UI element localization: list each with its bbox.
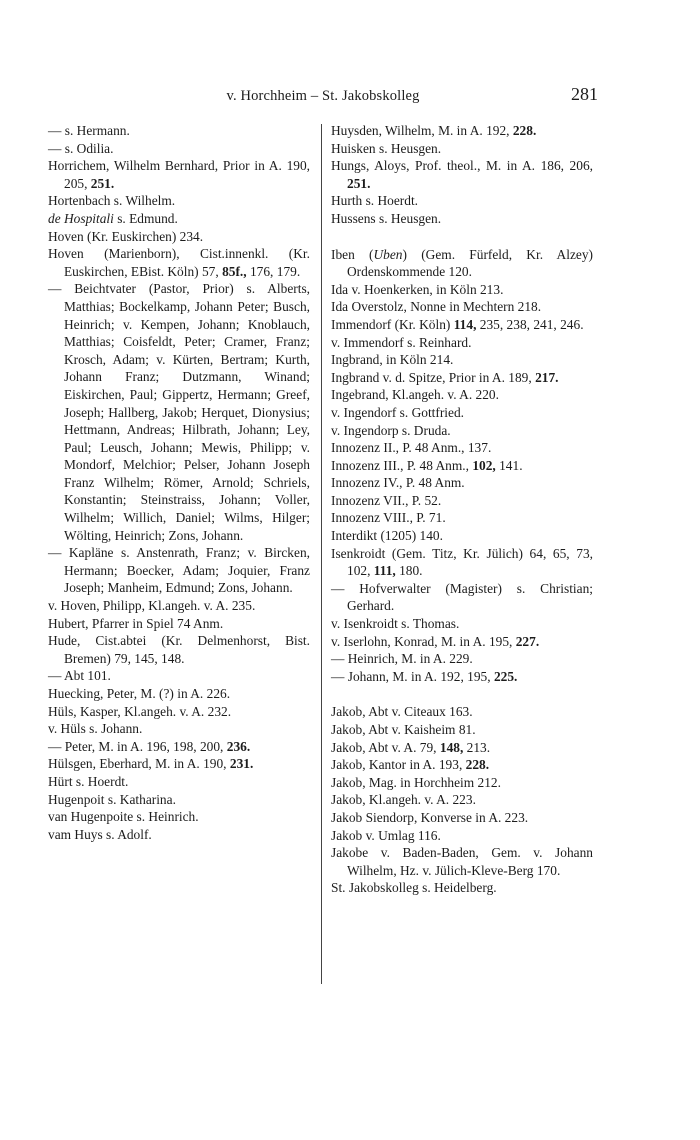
bold-page-ref: 114, [453, 316, 477, 332]
index-entry [48, 773, 310, 791]
index-entry [48, 140, 310, 158]
entry-text: — s. Odilia. [48, 140, 114, 156]
index-column-right [331, 122, 593, 897]
entry-text: Hoven (Kr. Euskirchen) 234. [48, 228, 204, 244]
entry-text: Hubert, Pfarrer in Spiel 74 Anm. [48, 615, 224, 631]
entry-text: — Hofverwalter (Magister) s. Christian; Gerhard. [331, 580, 593, 614]
entry-text: v. Ingendorf s. Gottfried. [331, 404, 465, 420]
bold-page-ref: 102, [472, 457, 496, 473]
index-entry [331, 192, 593, 210]
bold-page-ref: 227. [515, 633, 540, 649]
entry-text: — Beichtvater (Pastor, Prior) s. Alberts, Matthias; Bockelkamp, Johann Peter; Busch, Heinrich; v. Kempen, Johann; Knoblauch, Matthias; Coisfeldt, Peter; Cramer, Franz; Krosch, Adam; v. Kürten, Bertram; Kurth, Johann Franz; Dutzmann, Winand; Eiskirchen, Paul; Gippertz, Hermann; Greef, Joseph; Hallberg, Jakob; Herquet, Dionysius; Hettmann, Andreas; Hilbrath, Johann; Ley, Paul; Leusch, Johann; Mewis, Philipp; v. Mondorf, Melchior; Pelser, Johann Joseph Franz Wilhelm; Römer, Arnold; Schriels, Konstantin; Steinstraiss, Johann; Voller, Wilhelm; Willich, Daniel; Wilms, Hilger; Wölting, Heinrich; Zons, Johann. [48, 281, 310, 543]
index-entry [331, 809, 593, 827]
index-entry [48, 122, 310, 140]
index-entry [331, 334, 593, 352]
entry-text: 141. [495, 457, 523, 473]
entry-text: 213. [463, 739, 491, 755]
index-entry [48, 632, 310, 667]
index-entry [331, 756, 593, 774]
index-entry [48, 245, 310, 280]
index-entry [331, 633, 593, 651]
bold-page-ref: 228. [465, 757, 490, 773]
index-entry [48, 755, 310, 773]
entry-text: Jakob, Abt v. Citeaux 163. [331, 704, 473, 720]
entry-text: Innozenz II., P. 48 Anm., 137. [331, 440, 492, 456]
entry-text: Ida Overstolz, Nonne in Mechtern 218. [331, 299, 542, 315]
bold-page-ref: 111, [373, 563, 396, 579]
bold-page-ref: 228. [512, 123, 537, 138]
bold-page-ref: 236. [226, 738, 251, 754]
entry-text: Innozenz III., P. 48 Anm., [331, 457, 473, 473]
index-entry [331, 650, 593, 668]
entry-text: — Johann, M. in A. 192, 195, [331, 668, 494, 684]
section-gap [331, 228, 593, 246]
index-entry [48, 157, 310, 192]
entry-text: Jakob, Abt v. Kaisheim 81. [331, 722, 476, 737]
index-entry [331, 140, 593, 158]
index-entry [48, 720, 310, 738]
index-entry [331, 122, 593, 140]
entry-text: — Abt 101. [48, 668, 111, 684]
index-entry [331, 703, 593, 721]
entry-text: Isenkroidt (Gem. Titz, Kr. Jülich) 64, 65, 73, 102, [331, 545, 593, 579]
entry-text: 180. [395, 563, 423, 579]
index-entry [331, 457, 593, 475]
index-entry [331, 316, 593, 334]
entry-text: Hülsgen, Eberhard, M. in A. 190, [48, 756, 230, 772]
index-entry [331, 492, 593, 510]
entry-text: 176, 179. [246, 263, 301, 279]
entry-text: Innozenz IV., P. 48 Anm. [331, 475, 465, 491]
entry-text: 235, 238, 241, 246. [476, 316, 584, 332]
entry-text: Hürt s. Hoerdt. [48, 773, 129, 789]
entry-text: Immendorf (Kr. Köln) [331, 316, 454, 332]
index-entry [331, 157, 593, 192]
entry-text: s. Edmund. [113, 210, 178, 226]
entry-text: Huecking, Peter, M. (?) in A. 226. [48, 686, 231, 701]
index-entry [331, 527, 593, 545]
index-entry [48, 791, 310, 809]
index-entry [331, 298, 593, 316]
section-gap [331, 685, 593, 703]
bold-page-ref: 148, [439, 739, 464, 755]
index-entry [48, 615, 310, 633]
index-entry [331, 509, 593, 527]
entry-text: Ingbrand v. d. Spitze, Prior in A. 189, [331, 369, 536, 385]
index-entry [331, 739, 593, 757]
index-entry [331, 721, 593, 739]
index-entry [331, 615, 593, 633]
entry-text: v. Immendorf s. Reinhard. [331, 334, 472, 350]
index-entry [331, 369, 593, 387]
entry-text: Jakob, Mag. in Horchheim 212. [331, 774, 501, 790]
italic-text: Uben [373, 246, 403, 262]
italic-text: de Hospitali [48, 210, 114, 226]
entry-text: van Hugenpoite s. Heinrich. [48, 809, 199, 825]
entry-text: Innozenz VII., P. 52. [331, 492, 442, 508]
index-entry [331, 879, 593, 897]
index-entry [48, 210, 310, 228]
entry-text: Innozenz VIII., P. 71. [331, 510, 446, 526]
entry-text: Hussens s. Heusgen. [331, 210, 442, 226]
index-entry [331, 827, 593, 845]
index-entry [331, 210, 593, 228]
index-entry [331, 774, 593, 792]
entry-text: Jakobe v. Baden-Baden, Gem. v. Johann Wilhelm, Hz. v. Jülich-Kleve-Berg 170. [331, 845, 593, 878]
entry-text: Jakob, Abt v. A. 79, [331, 739, 440, 755]
index-entry [331, 791, 593, 809]
page-number: 281 [571, 84, 598, 104]
entry-text: vam Huys s. Adolf. [48, 826, 152, 842]
index-entry [331, 246, 593, 281]
index-entry [48, 192, 310, 210]
entry-text: v. Iserlohn, Konrad, M. in A. 195, [331, 633, 516, 649]
entry-text: — s. Hermann. [48, 123, 130, 138]
entry-text: — Peter, M. in A. 196, 198, 200, [48, 738, 227, 754]
entry-text: — Heinrich, M. in A. 229. [331, 651, 473, 667]
entry-text: Hurth s. Hoerdt. [331, 193, 419, 209]
index-entry [331, 439, 593, 457]
bold-page-ref: 85f., [222, 263, 247, 279]
column-divider [321, 124, 322, 984]
entry-text: ) (Gem. Fürfeld, Kr. Alzey) Ordenskommende 120. [347, 246, 593, 280]
bold-page-ref: 231. [229, 756, 254, 772]
index-entry [331, 474, 593, 492]
entry-text: Ingbrand, in Köln 214. [331, 352, 454, 368]
bold-page-ref: 225. [493, 668, 518, 684]
index-entry [331, 422, 593, 440]
entry-text: v. Hüls s. Johann. [48, 721, 143, 737]
entry-text: Hugenpoit s. Katharina. [48, 791, 176, 807]
index-entry [48, 544, 310, 597]
index-entry [331, 351, 593, 369]
index-entry [331, 386, 593, 404]
entry-text: v. Hoven, Philipp, Kl.angeh. v. A. 235. [48, 598, 256, 614]
entry-text: v. Ingendorp s. Druda. [331, 422, 451, 438]
running-header [48, 84, 598, 108]
entry-text: Jakob, Kantor in A. 193, [331, 757, 466, 773]
index-entry [331, 668, 593, 686]
entry-text: Ida v. Hoenkerken, in Köln 213. [331, 281, 504, 297]
index-entry [331, 545, 593, 580]
index-entry [48, 826, 310, 844]
entry-text: Jakob Siendorp, Konverse in A. 223. [331, 809, 529, 825]
entry-text: v. Isenkroidt s. Thomas. [331, 616, 460, 632]
entry-text: Interdikt (1205) 140. [331, 528, 443, 544]
index-entry [48, 667, 310, 685]
entry-text: Hungs, Aloys, Prof. theol., M. in A. 186, 206, [331, 158, 593, 174]
index-column-left [48, 122, 310, 843]
bold-page-ref: 217. [535, 369, 559, 385]
index-entry [331, 844, 593, 879]
entry-text: St. Jakobskolleg s. Heidelberg. [331, 880, 497, 896]
entry-text: Ingebrand, Kl.angeh. v. A. 220. [331, 387, 499, 403]
index-entry [48, 228, 310, 246]
entry-text: Huisken s. Heusgen. [331, 140, 442, 156]
index-entry [331, 404, 593, 422]
index-entry [48, 597, 310, 615]
index-entry [331, 580, 593, 615]
entry-text: Hortenbach s. Wilhelm. [48, 193, 176, 209]
entry-text: Jakob v. Umlag 116. [331, 827, 441, 843]
entry-text: Hude, Cist.abtei (Kr. Delmenhorst, Bist. Bremen) 79, 145, 148. [48, 633, 310, 666]
index-entry [48, 280, 310, 544]
running-title: v. Horchheim – St. Jakobskolleg [226, 88, 420, 104]
entry-text: Hüls, Kasper, Kl.angeh. v. A. 232. [48, 703, 232, 719]
entry-text: Hoven (Marienborn), Cist.innenkl. (Kr. Euskirchen, EBist. Köln) 57, [48, 246, 310, 279]
index-entry [48, 808, 310, 826]
entry-text: Jakob, Kl.angeh. v. A. 223. [331, 792, 476, 808]
index-entry [48, 738, 310, 756]
index-entry [48, 685, 310, 703]
index-entry [48, 703, 310, 721]
entry-text: — Kapläne s. Anstenrath, Franz; v. Bircken, Hermann; Boecker, Adam; Joquier, Franz Joseph; Manheim, Edmund; Zons, Johann. [48, 545, 310, 596]
bold-page-ref: 251. [90, 175, 115, 191]
bold-page-ref: 251. [347, 175, 371, 191]
entry-text: Horrichem, Wilhelm Bernhard, Prior in A. 190, 205, [48, 158, 310, 191]
index-entry [331, 281, 593, 299]
entry-text: Iben ( [331, 246, 374, 262]
entry-text: Huysden, Wilhelm, M. in A. 192, [331, 123, 513, 138]
